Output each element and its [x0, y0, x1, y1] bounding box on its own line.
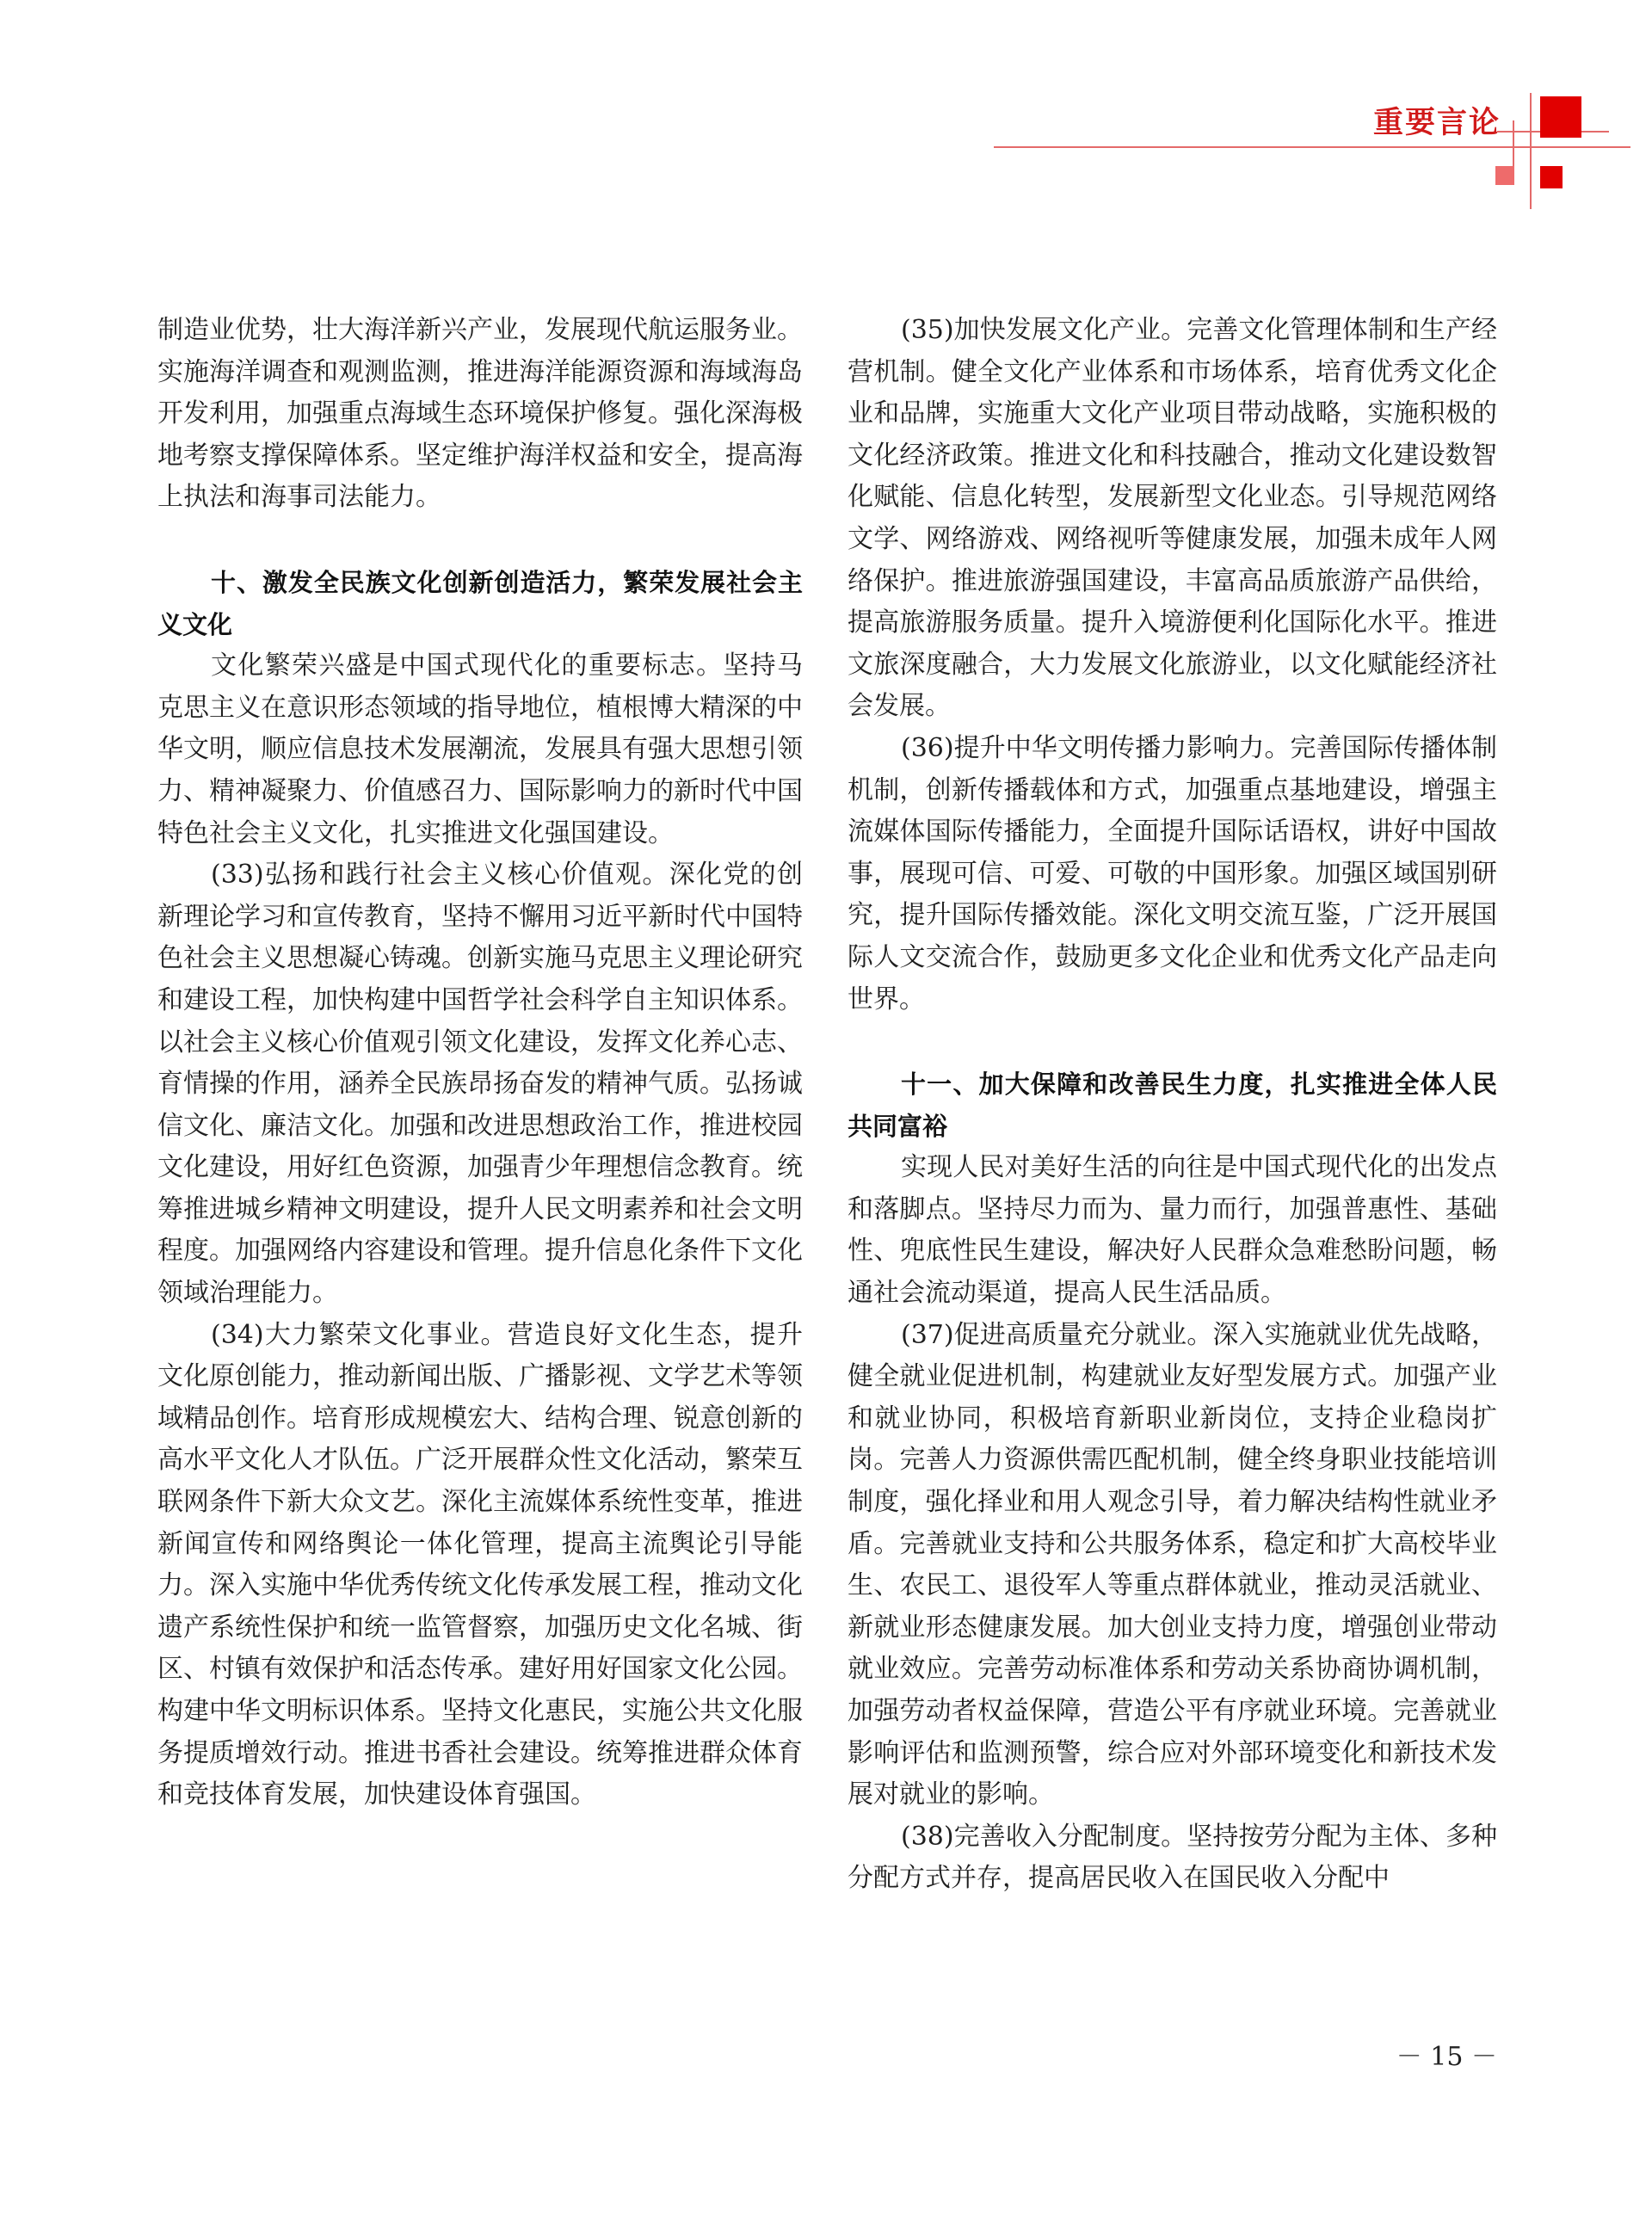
- item-34-paragraph: (34)大力繁荣文化事业。营造良好文化生态，提升文化原创能力，推动新闻出版、广播影视、文学艺术等领域精品创作。培育形成规模宏大、结构合理、锐意创新的高水平文化人才队伍。广泛开展群众性文化活动，繁荣互联网条件下新大众文艺。深化主流媒体系统性变革，推进新闻宣传和网络舆论一体化管理，提高主流舆论引导能力。深入实施中华优秀传统文化传承发展工程，推动文化遗产系统性保护和统一监管督察，加强历史文化名城、街区、村镇有效保护和活态传承。建好用好国家文化公园。构建中华文明标识体系。坚持文化惠民，实施公共文化服务提质增效行动。推进书香社会建设。统筹推进群众体育和竞技体育发展，加快建设体育强国。: [157, 1319, 803, 1810]
- section-title: 重要言论: [1372, 106, 1501, 140]
- item-33-paragraph: (33)弘扬和践行社会主义核心价值观。深化党的创新理论学习和宣传教育，坚持不懈用习近平新时代中国特色社会主义思想凝心铸魂。创新实施马克思主义理论研究和建设工程，加快构建中国哲学社会科学自主知识体系。以社会主义核心价值观引领文化建设，发挥文化养心志、育情操的作用，涵养全民族昂扬奋发的精神气质。弘扬诚信文化、廉洁文化。加强和改进思想政治工作，推进校园文化建设，用好红色资源，加强青少年理想信念教育。统筹推进城乡精神文明建设，提升人民文明素养和社会文明程度。加强网络内容建设和管理。提升信息化条件下文化领域治理能力。: [157, 860, 803, 1309]
- section-11-intro: 实现人民对美好生活的向往是中国式现代化的出发点和落脚点。坚持尽力而为、量力而行，加强普惠性、基础性、兜底性民生建设，解决好人民群众急难愁盼问题，畅通社会流动渠道，提高人民生活品质。: [848, 1152, 1497, 1309]
- header-red-small-square-icon: [1540, 166, 1563, 188]
- left-column: [157, 310, 803, 1816]
- section-10-intro: 文化繁荣兴盛是中国式现代化的重要标志。坚持马克思主义在意识形态领域的指导地位，植根博大精深的中华文明，顺应信息技术发展潮流，发展具有强大思想引领力、精神凝聚力、价值感召力、国际影响力的新时代中国特色社会主义文化，扎实推进文化强国建设。: [157, 651, 803, 848]
- item-37-paragraph: (37)促进高质量充分就业。深入实施就业优先战略，健全就业促进机制，构建就业友好型发展方式。加强产业和就业协同，积极培育新职业新岗位，支持企业稳岗扩岗。完善人力资源供需匹配机制，健全终身职业技能培训制度，强化择业和用人观念引导，着力解决结构性就业矛盾。完善就业支持和公共服务体系，稳定和扩大高校毕业生、农民工、退役军人等重点群体就业，推动灵活就业、新就业形态健康发展。加大创业支持力度，增强创业带动就业效应。完善劳动标准体系和劳动关系协商协调机制，加强劳动者权益保障，营造公平有序就业环境。完善就业影响评估和监测预警，综合应对外部环境变化和新技术发展对就业的影响。: [848, 1319, 1497, 1810]
- section-10-heading: 十、激发全民族文化创新创造活力，繁荣发展社会主义文化: [157, 567, 803, 639]
- right-column: [848, 310, 1497, 1900]
- header-vertical-rule: [1530, 93, 1532, 209]
- page-number: － 15 －: [1396, 2042, 1497, 2072]
- header-rule: [994, 146, 1630, 148]
- continuation-paragraph: 制造业优势，壮大海洋新兴产业，发展现代航运服务业。实施海洋调查和观测监测，推进海洋能源资源和海域海岛开发利用，加强重点海域生态环境保护修复。强化深海极地考察支撑保障体系。坚定维护海洋权益和安全，提高海上执法和海事司法能力。: [157, 315, 803, 513]
- header-red-square-icon: [1540, 96, 1581, 138]
- item-36-paragraph: (36)提升中华文明传播力影响力。完善国际传播体制机制，创新传播载体和方式，加强重点基地建设，增强主流媒体国际传播能力，全面提升国际话语权，讲好中国故事，展现可信、可爱、可敬的中国形象。加强区域国别研究，提升国际传播效能。深化文明交流互鉴，广泛开展国际人文交流合作，鼓励更多文化企业和优秀文化产品走向世界。: [848, 732, 1497, 1014]
- header-pink-square-icon: [1495, 166, 1514, 185]
- section-11-heading: 十一、加大保障和改善民生力度，扎实推进全体人民共同富裕: [848, 1070, 1497, 1141]
- item-38-paragraph: (38)完善收入分配制度。坚持按劳分配为主体、多种分配方式并存，提高居民收入在国民收入分配中: [848, 1821, 1497, 1894]
- item-35-paragraph: (35)加快发展文化产业。完善文化管理体制和生产经营机制。健全文化产业体系和市场体系，培育优秀文化企业和品牌，实施重大文化产业项目带动战略，实施积极的文化经济政策。推进文化和科技融合，推动文化建设数智化赋能、信息化转型，发展新型文化业态。引导规范网络文学、网络游戏、网络视听等健康发展，加强未成年人网络保护。推进旅游强国建设，丰富高品质旅游产品供给，提高旅游服务质量。提升入境游便利化国际化水平。推进文旅深度融合，大力发展文化旅游业，以文化赋能经济社会发展。: [848, 315, 1497, 722]
